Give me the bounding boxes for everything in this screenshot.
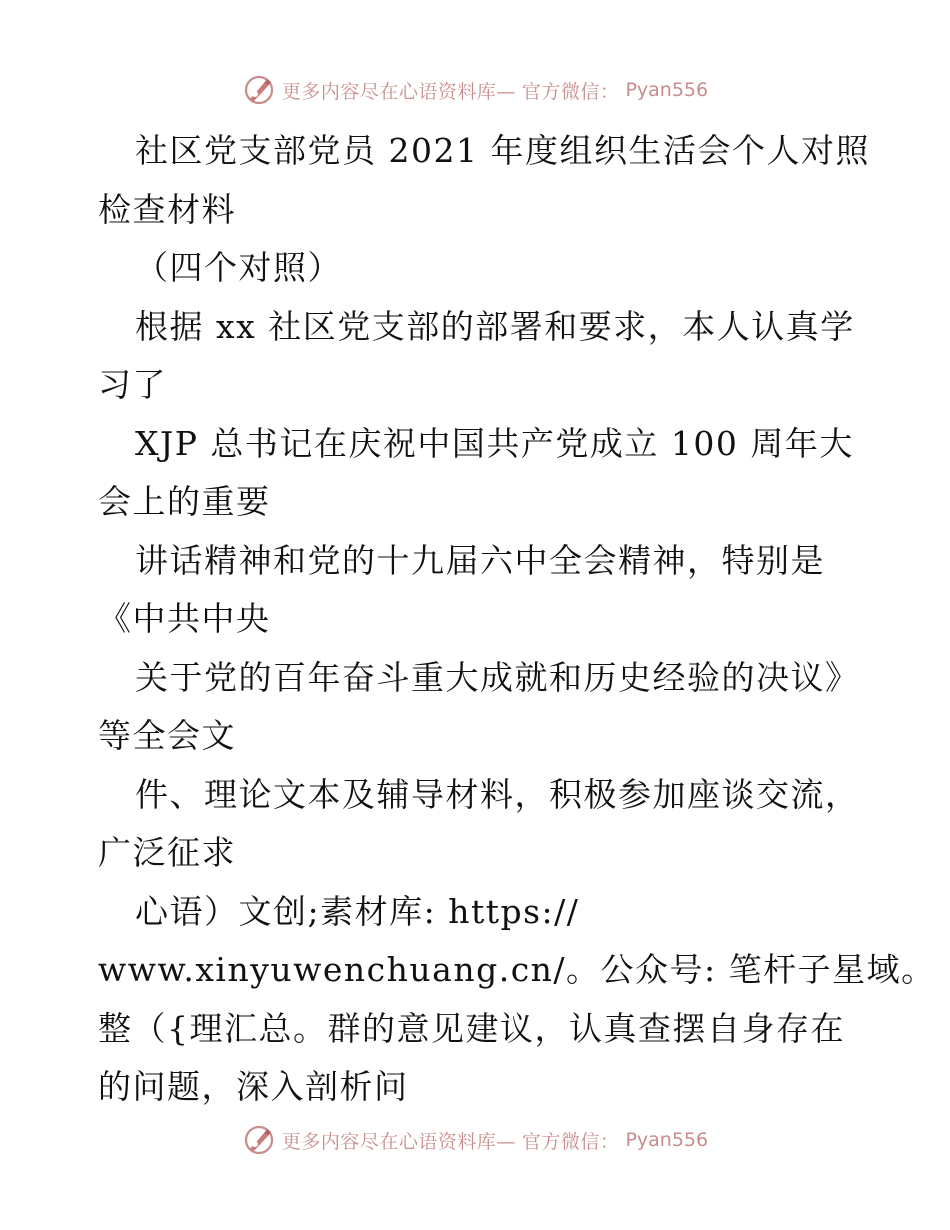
document-line: 检查材料: [98, 189, 236, 229]
document-line: 《中共中央: [98, 599, 271, 638]
document-line: 讲话精神和党的十九届六中全会精神，特别是: [135, 540, 825, 580]
document-line: 心语）文创;素材库: https://: [135, 891, 580, 931]
footer-watermark: [0, 1120, 950, 1160]
document-line: 社区党支部党员 2021 年度组织生活会个人对照: [135, 131, 870, 170]
watermark-wechat-label: 官方微信：: [521, 80, 620, 103]
watermark-wechat-id: Pyan556: [625, 1129, 709, 1151]
document-line: （四个对照）: [135, 248, 342, 287]
watermark-site-text: 更多内容尽在心语资料库—: [281, 80, 516, 103]
document-line: 的问题，深入剖析问: [98, 1067, 409, 1106]
document-line: 件、理论文本及辅导材料，积极参加座谈交流，: [135, 774, 860, 814]
watermark-inner: [242, 73, 708, 107]
document-line: 关于党的百年奋斗重大成就和历史经验的决议》: [135, 657, 860, 697]
watermark-wechat-label: 官方微信：: [521, 1130, 620, 1153]
document-line: www.xinyuwenchuang.cn/。公众号: 笔杆子星域。: [98, 950, 936, 989]
brush-logo-icon: [242, 1123, 276, 1157]
document-line: 会上的重要: [98, 482, 271, 521]
watermark-site-text: 更多内容尽在心语资料库—: [281, 1130, 516, 1153]
document-line: 根据 xx 社区党支部的部署和要求，本人认真学: [135, 306, 855, 346]
document-line: 广泛征求: [98, 833, 236, 872]
document-line: XJP 总书记在庆祝中国共产党成立 100 周年大: [135, 423, 854, 463]
header-watermark: [0, 70, 950, 110]
document-line: 等全会文: [98, 716, 236, 755]
watermark-wechat-id: Pyan556: [625, 79, 709, 101]
watermark-inner: [242, 1123, 708, 1157]
document-line: 整（{理汇总。群的意见建议，认真查摆自身存在: [98, 1008, 845, 1048]
document-line: 习了: [98, 365, 167, 404]
document-body: [98, 122, 936, 1117]
brush-logo-icon: [242, 73, 276, 107]
